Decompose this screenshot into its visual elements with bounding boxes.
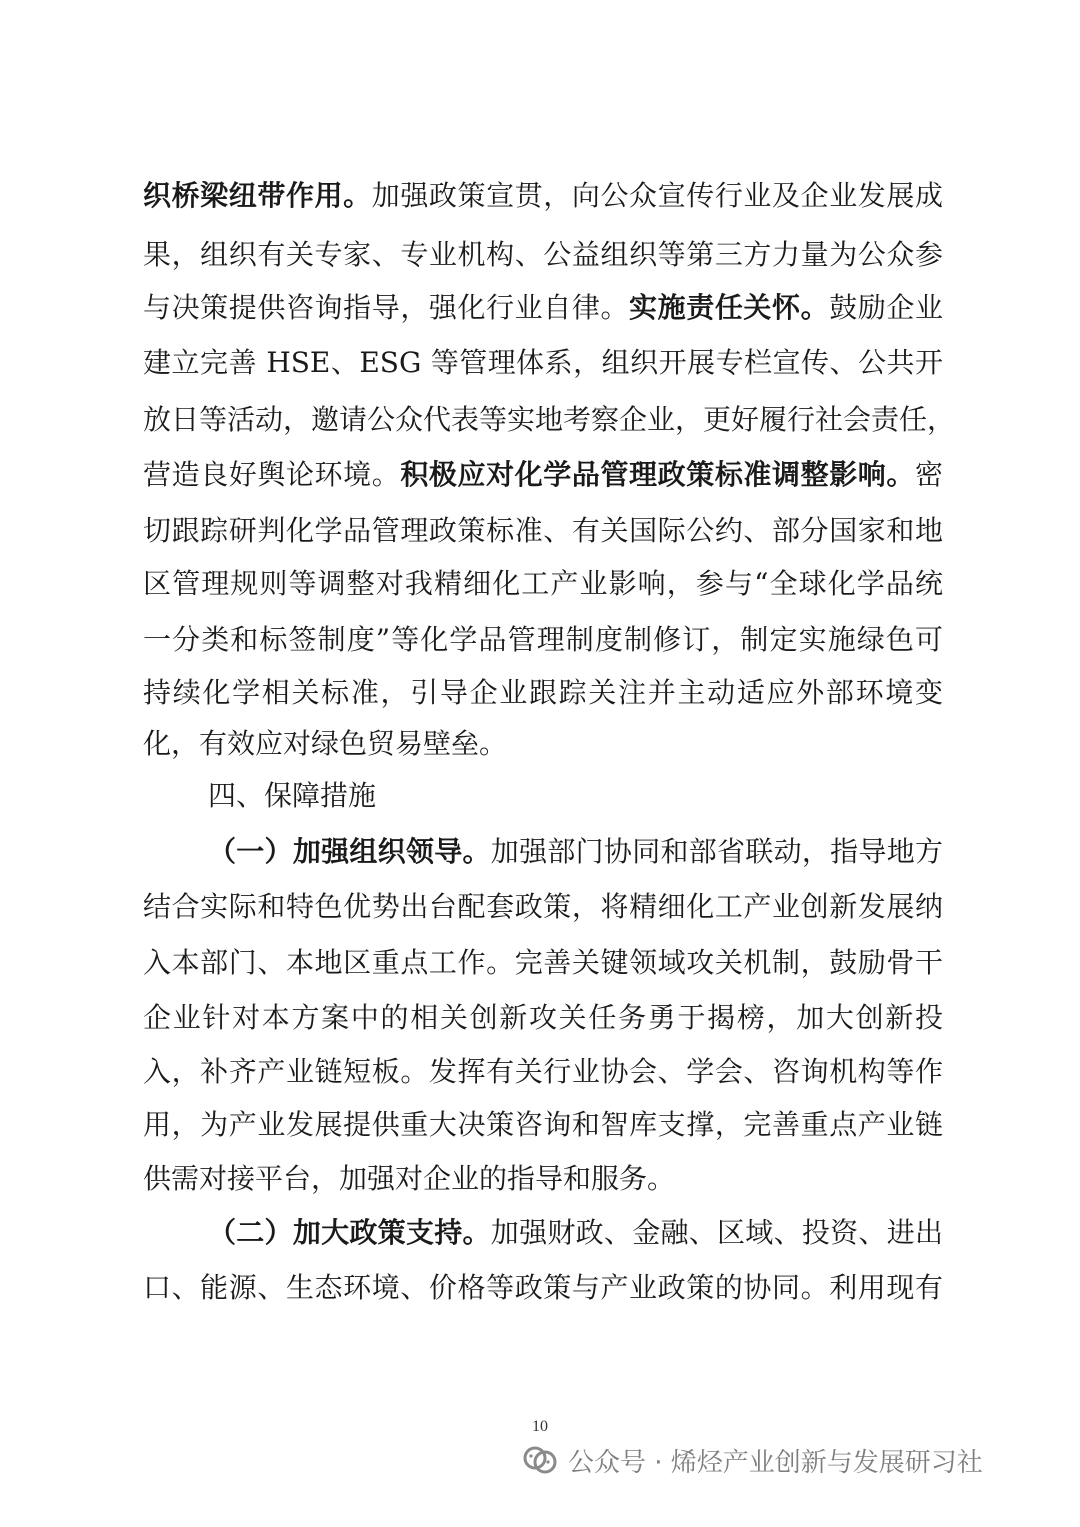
text-run: 区管理规则等调整对我精细化工产业影响，参与“全球化学品统	[143, 567, 943, 600]
text-run: 入本部门、本地区重点工作。完善关键领域攻关机制，鼓励骨干	[143, 946, 943, 979]
text-run: 与决策提供咨询指导，强化行业自律。	[143, 291, 630, 324]
bold-run: 织桥梁纽带作用。	[143, 179, 372, 212]
text-run: 密	[914, 458, 943, 491]
text-line	[143, 343, 943, 383]
text-line	[143, 724, 943, 764]
text-run: 营造良好舆论环境。	[143, 458, 401, 491]
text-run: 口、能源、生态环境、价格等政策与产业政策的协同。利用现有	[143, 1271, 943, 1304]
text-run: 用，为产业发展提供重大决策咨询和智库支撑，完善重点产业链	[143, 1108, 943, 1141]
text-run: 结合实际和特色优势出台配套政策，将精细化工产业创新发展纳	[143, 890, 943, 923]
text-line	[208, 1213, 943, 1253]
text-run: 鼓励企业	[829, 291, 943, 324]
text-line	[143, 943, 943, 983]
text-line	[143, 176, 943, 216]
text-line	[143, 887, 943, 927]
text-run: 加强财政、金融、区域、投资、进出	[490, 1216, 943, 1249]
text-run: 入，补齐产业链短板。发挥有关行业协会、学会、咨询机构等作	[143, 1055, 943, 1088]
text-line	[143, 455, 943, 495]
bold-run: 实施责任关怀。	[629, 291, 830, 324]
text-run: 加强政策宣贯，向公众宣传行业及企业发展成	[371, 179, 943, 212]
text-line	[143, 511, 943, 551]
text-line	[143, 1268, 943, 1308]
text-run: 企业针对本方案中的相关创新攻关任务勇于揭榜，加大创新投	[143, 1001, 943, 1034]
text-line	[143, 235, 943, 275]
watermark-text: 公众号 · 烯烃产业创新与发展研习社	[568, 1447, 983, 1478]
text-run: 一分类和标签制度”等化学品管理制度制修订，制定实施绿色可	[143, 623, 943, 656]
bold-run: （一）加强组织领导。	[208, 835, 491, 868]
wechat-official-account-icon	[522, 1445, 558, 1475]
text-line	[208, 832, 943, 872]
text-run: 放日等活动，邀请公众代表等实地考察企业，更好履行社会责任，	[143, 403, 956, 436]
text-run: 切跟踪研判化学品管理政策标准、有关国际公约、部分国家和地	[143, 514, 943, 547]
text-run: 建立完善 HSE、ESG 等管理体系，组织开展专栏宣传、公共开	[143, 346, 943, 379]
text-line	[143, 564, 943, 604]
text-line	[143, 673, 943, 713]
text-line	[143, 1052, 943, 1092]
bold-run: 积极应对化学品管理政策标准调整影响。	[400, 458, 915, 491]
text-line	[143, 998, 943, 1038]
text-line	[143, 288, 943, 328]
text-line	[143, 1159, 943, 1199]
page-number: 10	[532, 1418, 548, 1435]
text-run: 供需对接平台，加强对企业的指导和服务。	[143, 1162, 676, 1195]
text-line	[143, 400, 956, 440]
text-run: 化，有效应对绿色贸易壁垒。	[143, 727, 508, 760]
text-run: 果，组织有关专家、专业机构、公益组织等第三方力量为公众参	[143, 238, 943, 271]
text-run: 持续化学相关标准，引导企业跟踪关注并主动适应外部环境变	[143, 676, 943, 709]
text-run: 加强部门协同和部省联动，指导地方	[490, 835, 943, 868]
text-line	[143, 1105, 943, 1145]
bold-run: （二）加大政策支持。	[208, 1216, 491, 1249]
text-line	[143, 620, 943, 660]
watermark	[522, 1440, 983, 1480]
section-heading: 四、保障措施	[208, 779, 377, 812]
